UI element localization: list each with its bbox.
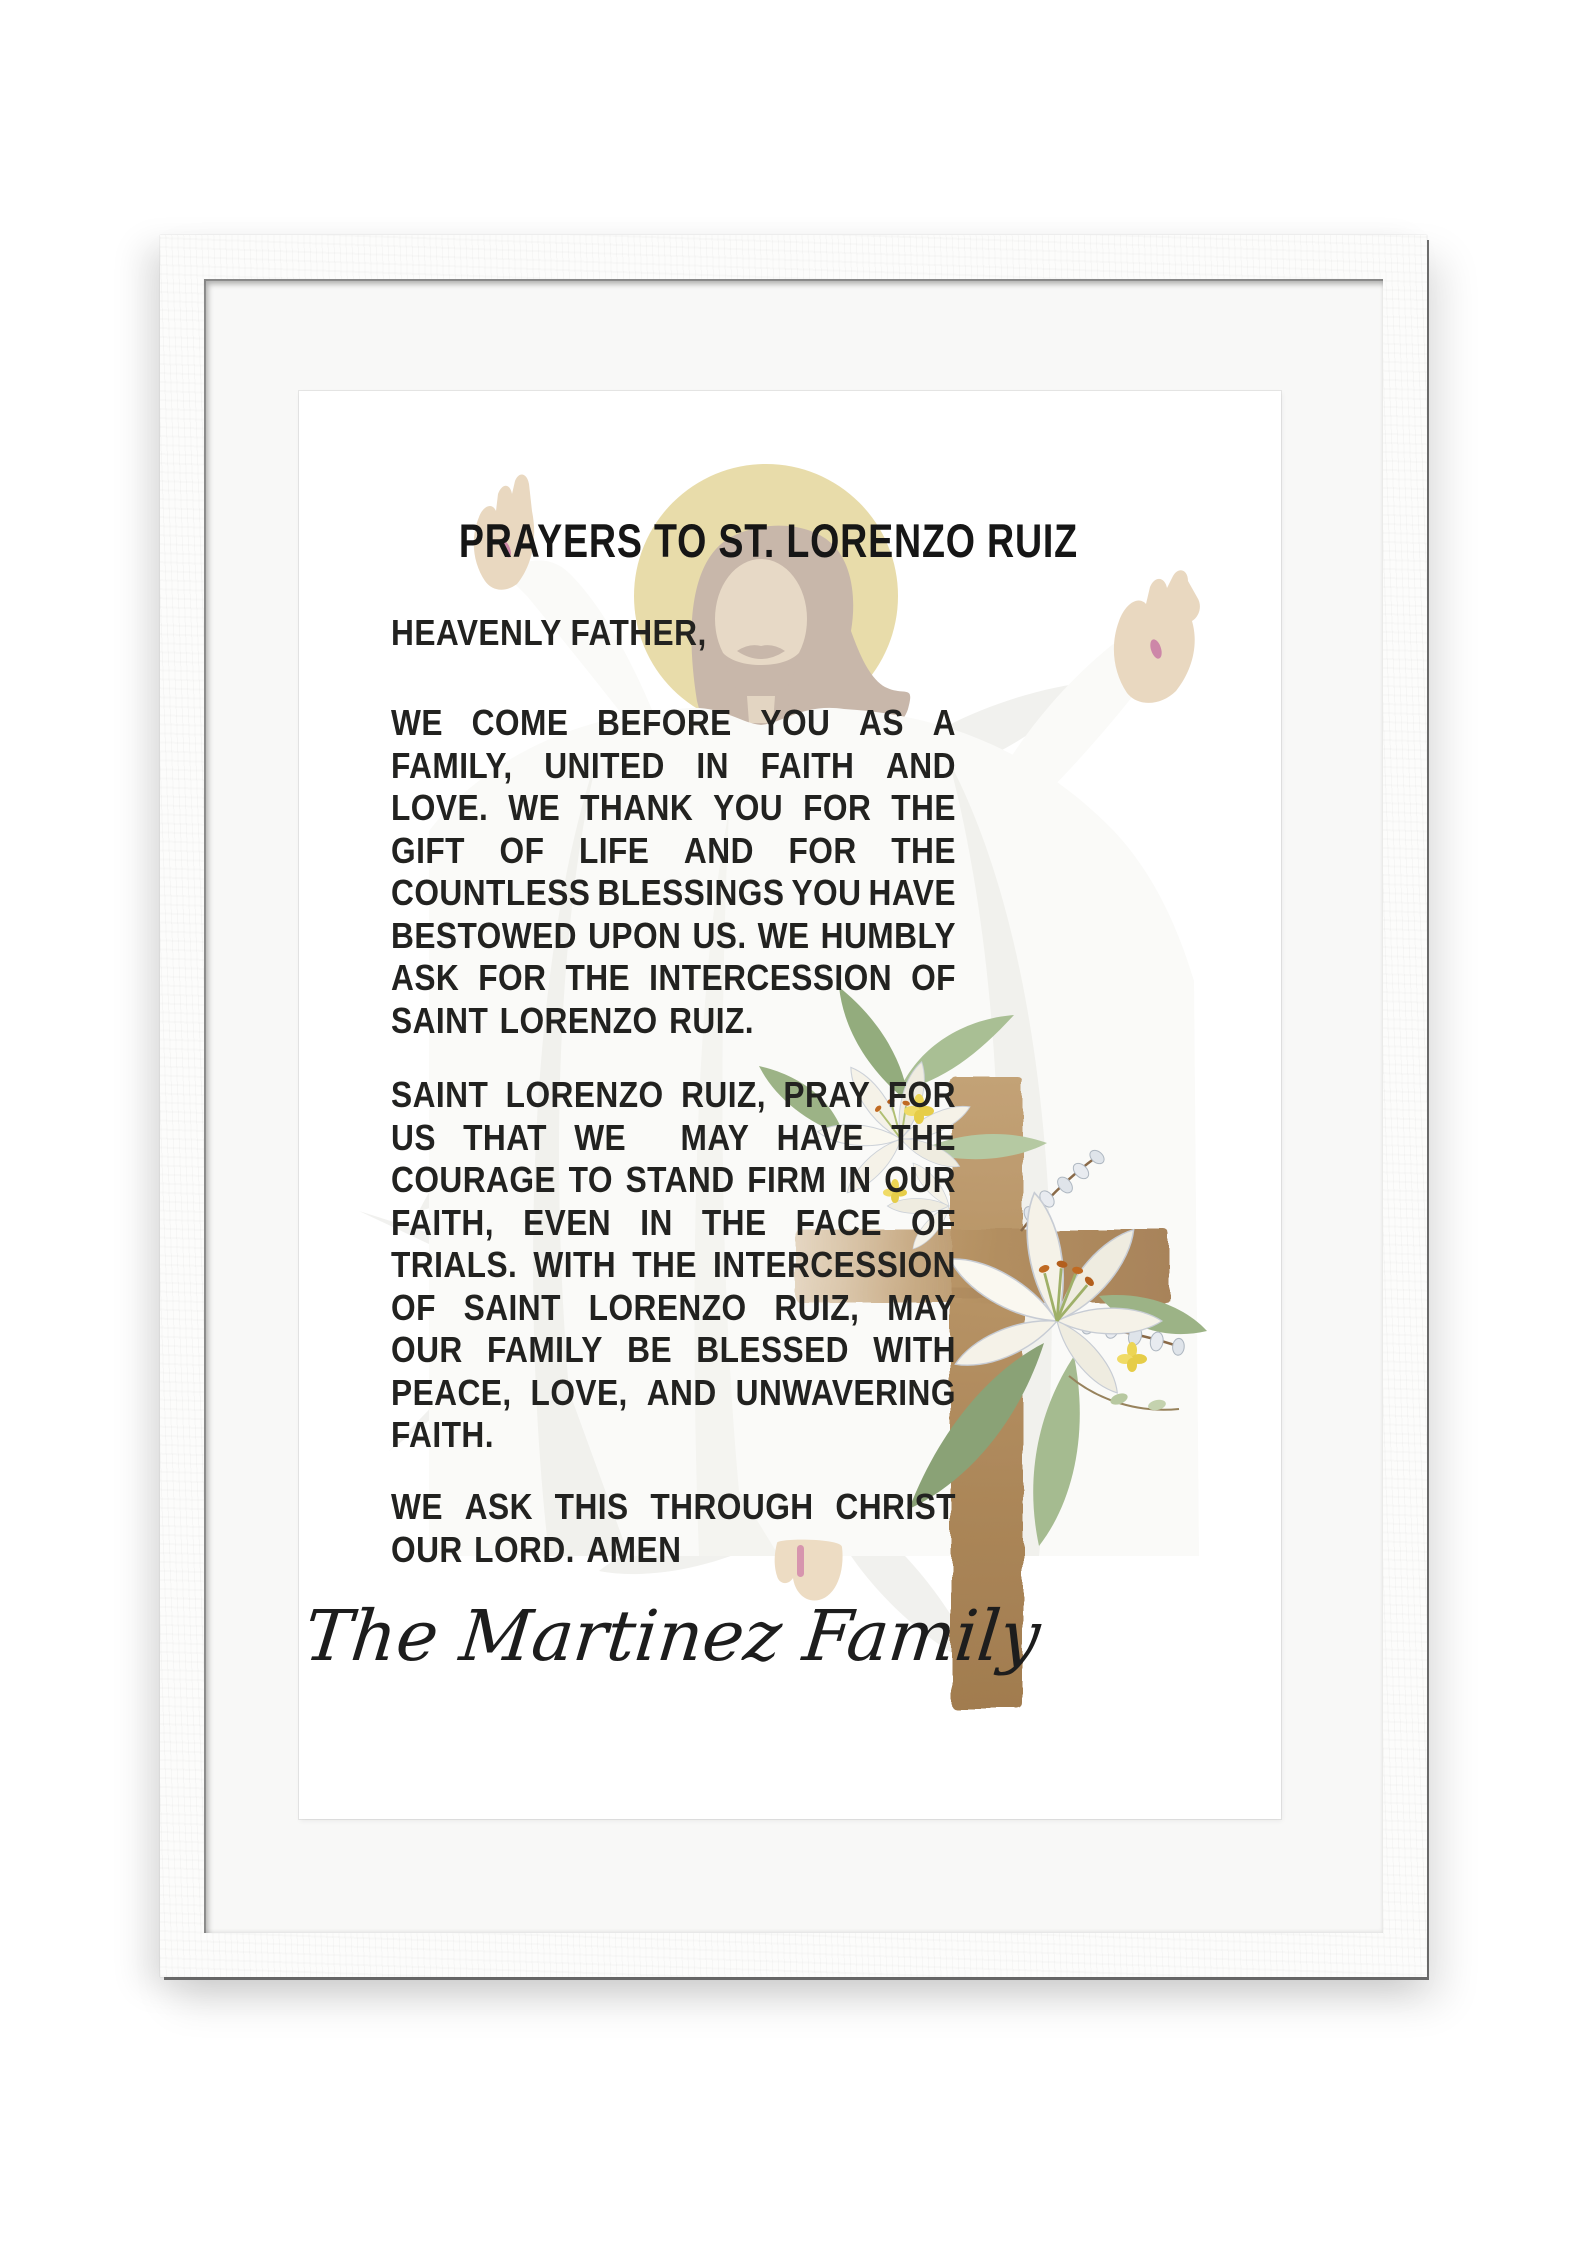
prayer-line: FAMILY, UNITED IN FAITH AND <box>391 744 956 786</box>
poster-paper <box>299 391 1281 1819</box>
prayer-line: SAINT LORENZO RUIZ. <box>391 999 754 1041</box>
poster-title: PRAYERS TO ST. LORENZO RUIZ <box>458 514 1078 567</box>
prayer-paragraph <box>391 1486 956 1571</box>
prayer-line: GIFT OF LIFE AND FOR THE <box>391 829 956 871</box>
prayer-line: LOVE. WE THANK YOU FOR THE <box>391 787 956 829</box>
prayer-line: COUNTLESS BLESSINGS YOU HAVE <box>391 872 956 914</box>
prayer-line: ASK FOR THE INTERCESSION OF <box>391 957 956 999</box>
prayer-paragraph <box>391 702 956 1042</box>
prayer-line: OUR LORD. AMEN <box>391 1528 682 1570</box>
prayer-line: BESTOWED UPON US. WE HUMBLY <box>391 914 956 956</box>
right-hand <box>1114 570 1200 703</box>
prayer-paragraph <box>391 1074 956 1457</box>
picture-frame <box>160 235 1427 1977</box>
family-signature: The Martinez Family <box>300 1595 1045 1677</box>
prayer-line: OF SAINT LORENZO RUIZ, MAY <box>391 1286 956 1328</box>
prayer-line: WE COME BEFORE YOU AS A <box>391 702 956 744</box>
prayer-line: OUR FAMILY BE BLESSED WITH <box>391 1329 956 1371</box>
prayer-line: TRIALS. WITH THE INTERCESSION <box>391 1244 956 1286</box>
prayer-line: FAITH, EVEN IN THE FACE OF <box>391 1201 956 1243</box>
prayer-line: SAINT LORENZO RUIZ, PRAY FOR <box>391 1074 956 1116</box>
prayer-line: US THAT WE MAY HAVE THE <box>391 1116 956 1158</box>
prayer-line: FAITH. <box>391 1414 494 1456</box>
prayer-line: PEACE, LOVE, AND UNWAVERING <box>391 1371 956 1413</box>
prayer-line: WE ASK THIS THROUGH CHRIST <box>391 1486 956 1528</box>
prayer-line: COURAGE TO STAND FIRM IN OUR <box>391 1159 956 1201</box>
frame-mat <box>204 279 1383 1933</box>
salutation: HEAVENLY FATHER, <box>391 612 707 654</box>
